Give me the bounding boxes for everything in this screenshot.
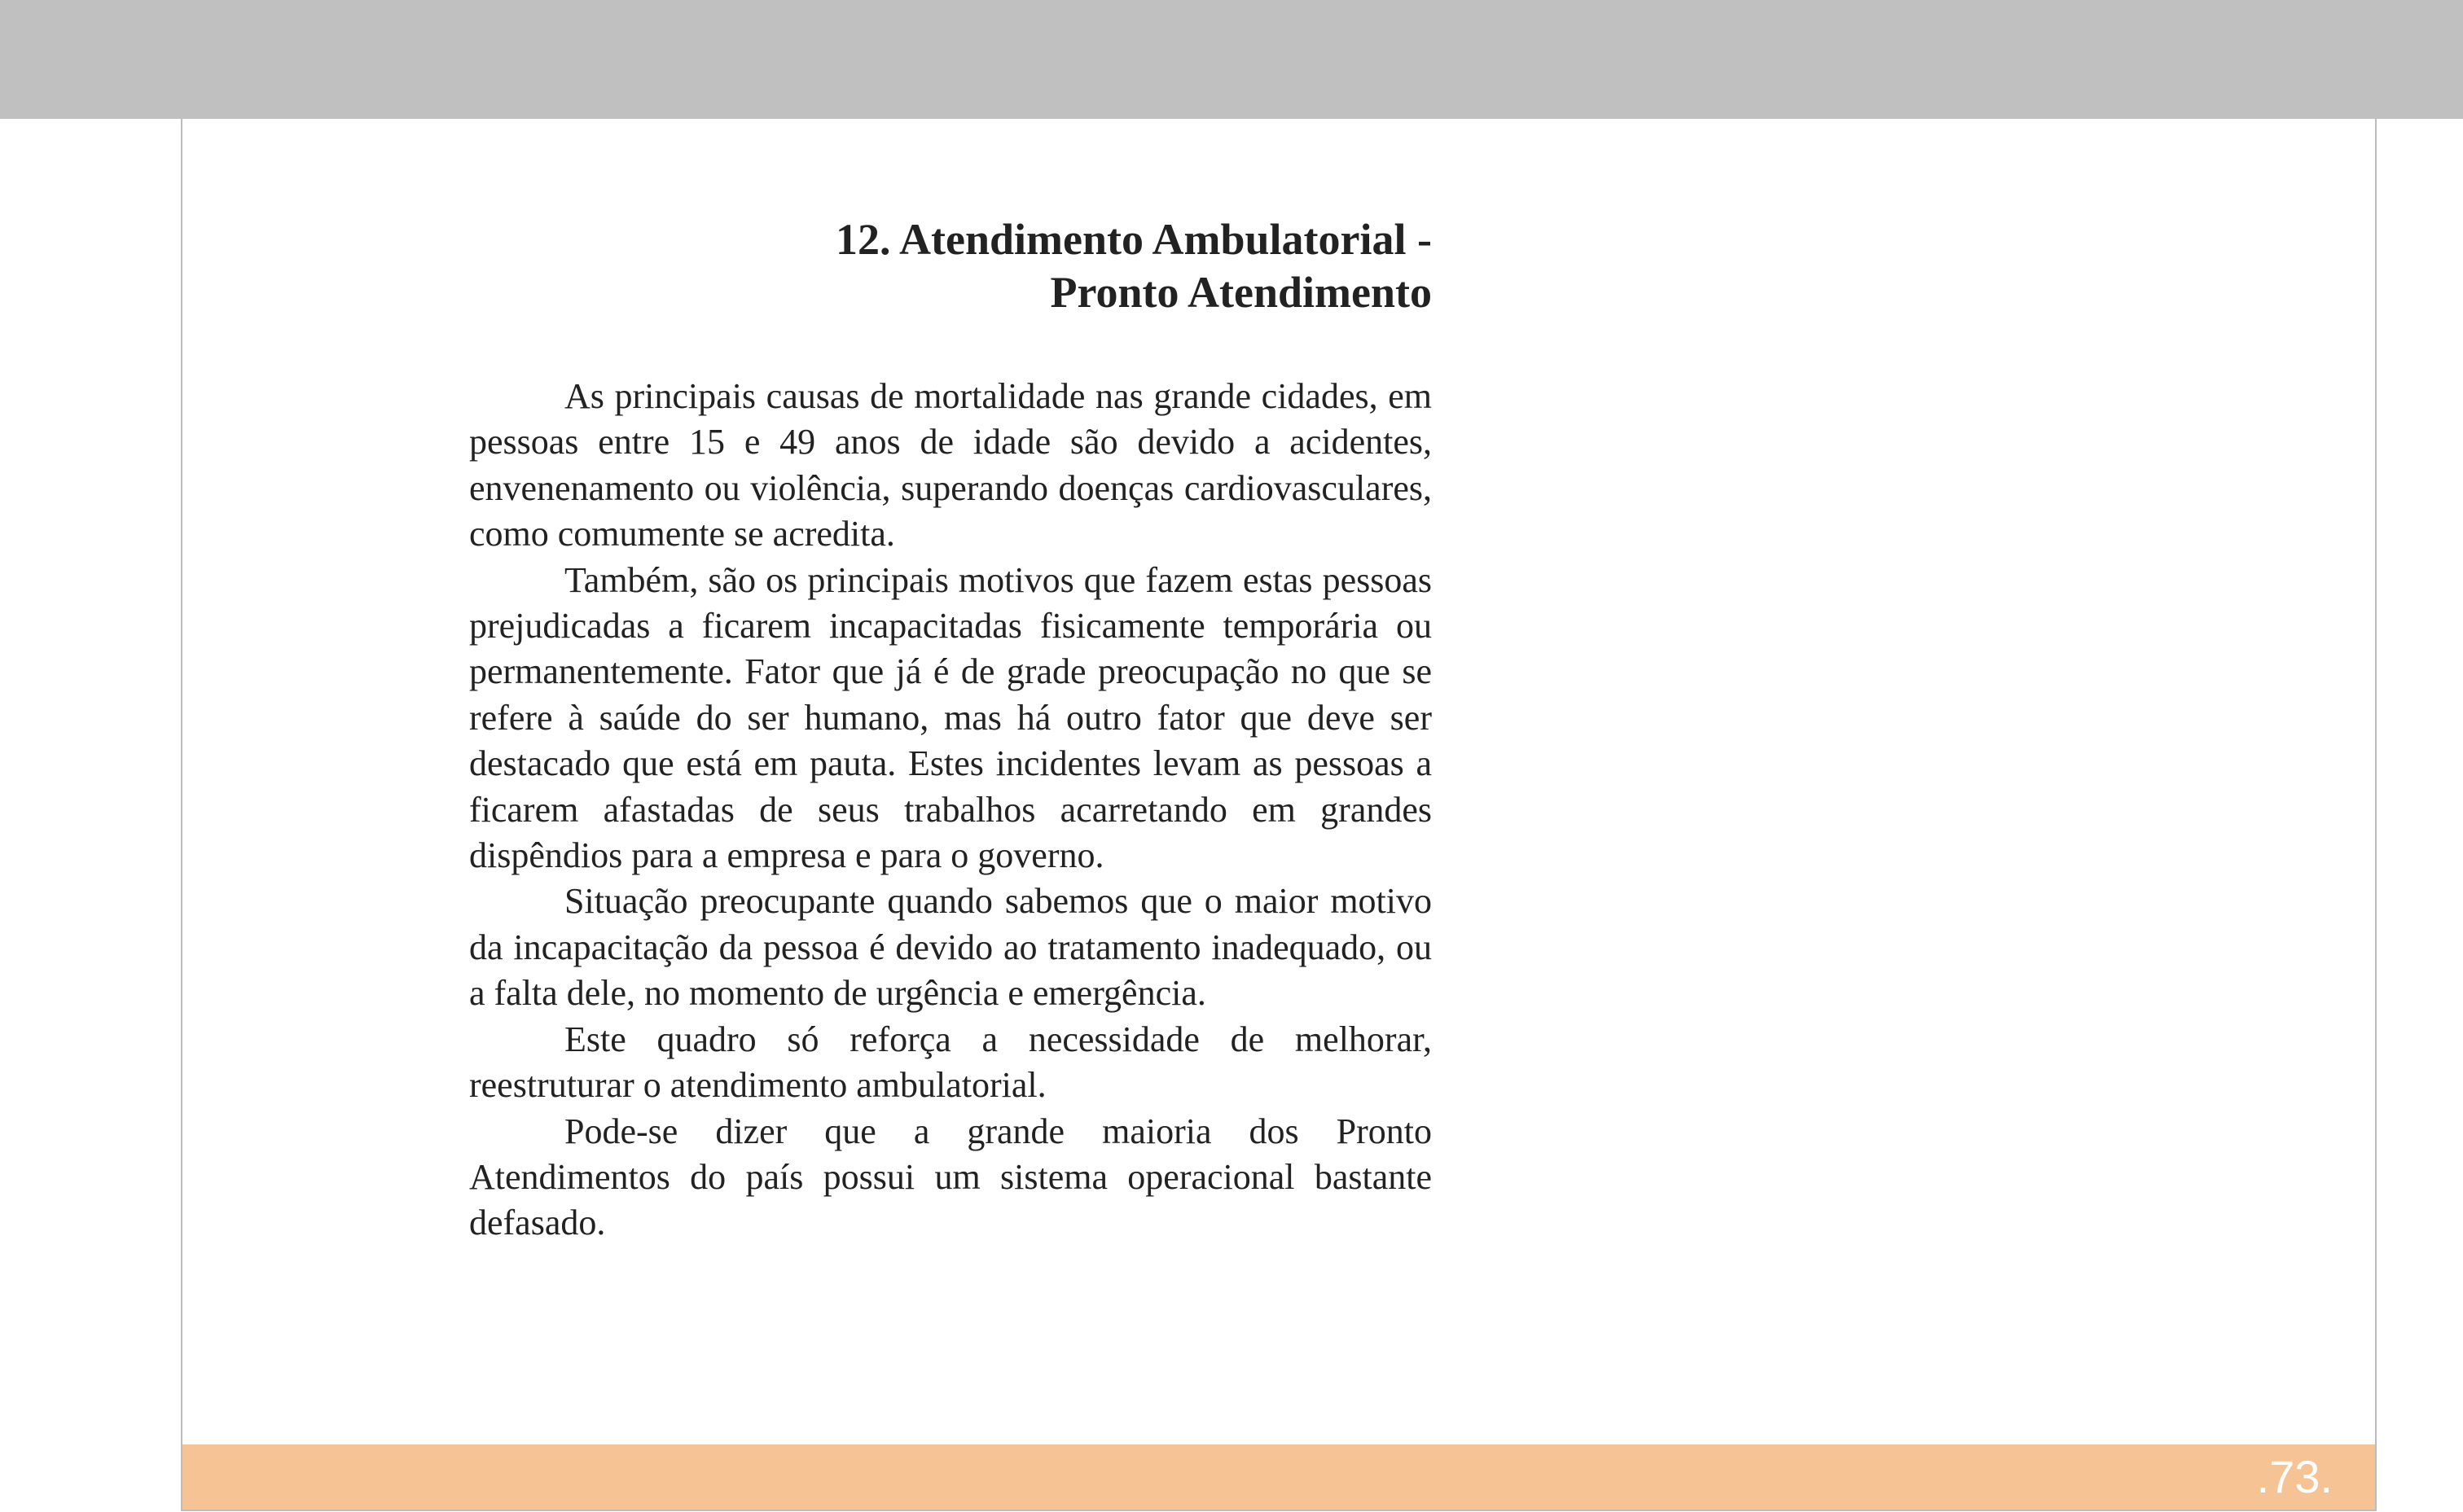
paragraph: Também, são os principais motivos que fazem estas pessoas prejudicadas a ficarem incapacitadas fisicamente temporária ou permanentemente. Fator que já é de grade preocupação no que se refere à saúde do ser humano, mas há outro fator que deve ser destacado que está em pauta. Estes incidentes levam as pessoas a ficarem afastadas de seus trabalhos acarretando em grandes dispêndios para a empresa e para o governo. (469, 559, 1432, 876)
body-text (469, 374, 1432, 1247)
paragraph: Pode-se dizer que a grande maioria dos Pronto Atendimentos do país possui um sistema operacional bastante defasado. (469, 1111, 1432, 1243)
top-band (0, 0, 2463, 119)
page-number: .73. (2256, 1451, 2333, 1502)
paragraph: As principais causas de mortalidade nas grande cidades, em pessoas entre 15 e 49 anos de idade são devido a acidentes, envenenamento ou violência, superando doenças cardiovasculares, como comumente se acredita. (469, 376, 1432, 554)
paragraph: Este quadro só reforça a necessidade de melhorar, reestruturar o atendimento ambulatorial. (469, 1019, 1432, 1106)
section-title-line-2: Pronto Atendimento (1050, 268, 1432, 317)
section-title-line-1: 12. Atendimento Ambulatorial - (835, 215, 1432, 264)
paragraph: Situação preocupante quando sabemos que o maior motivo da incapacitação da pessoa é devido ao tratamento inadequado, ou a falta dele, no momento de urgência e emergência. (469, 881, 1432, 1014)
footer-bar (182, 1444, 2375, 1510)
section-title (469, 213, 1432, 319)
